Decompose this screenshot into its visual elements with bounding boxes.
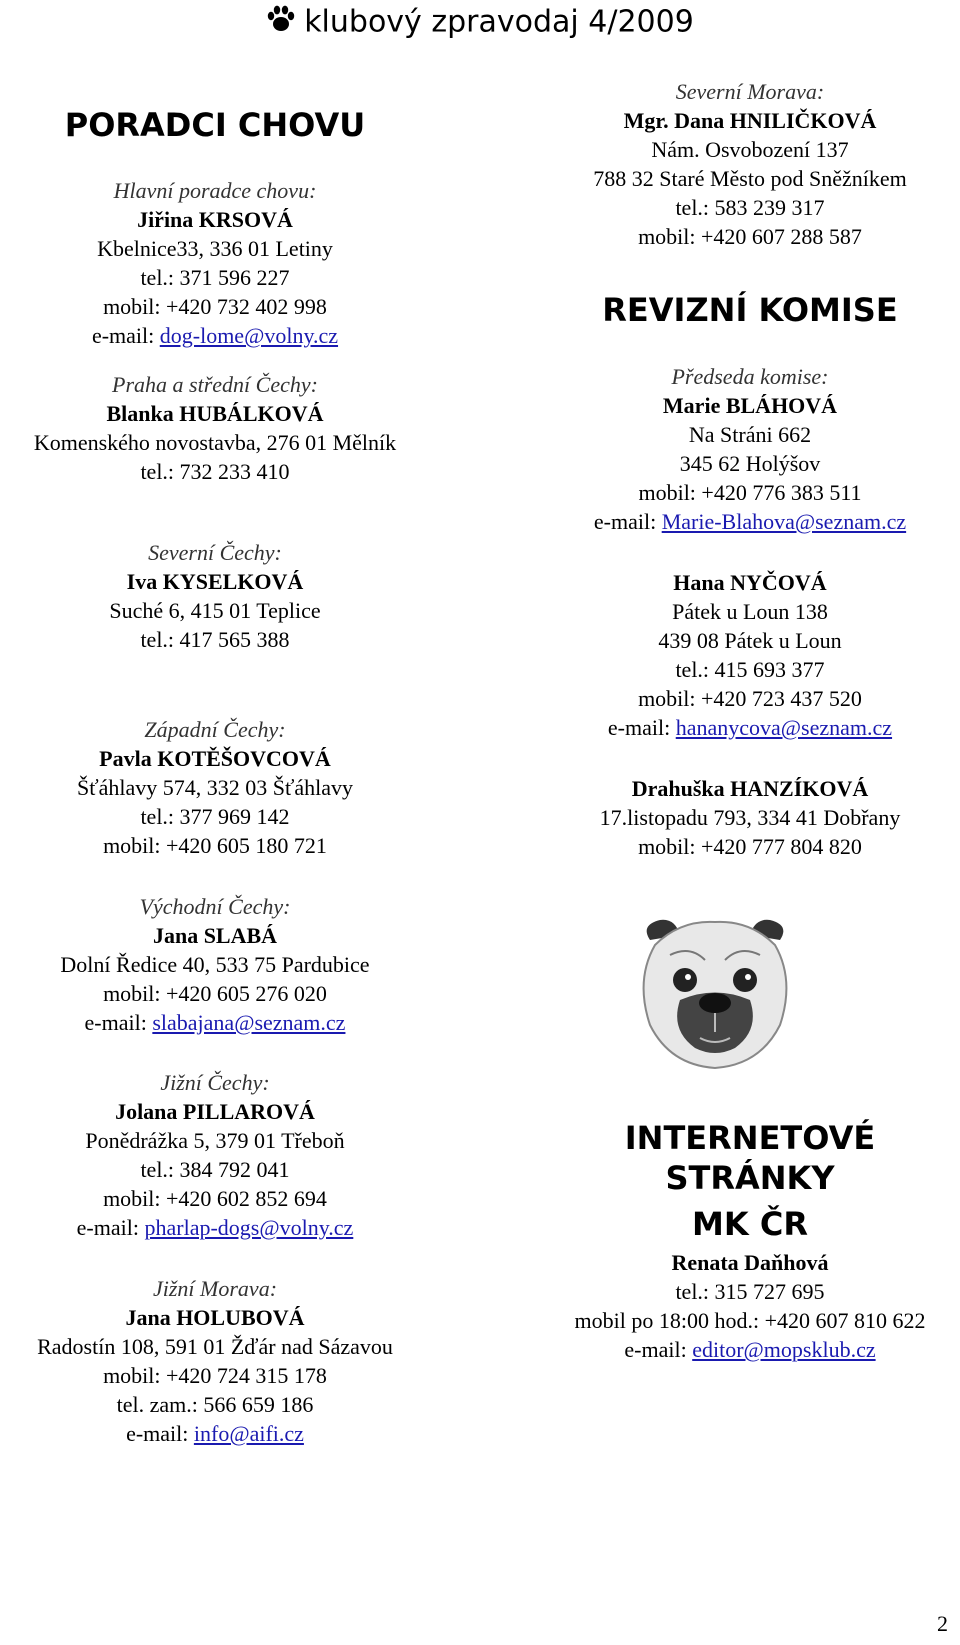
contact-name: Drahuška HANZÍKOVÁ: [631, 776, 869, 801]
website-heading: INTERNETOVÉ STRÁNKY MK ČR: [624, 1119, 876, 1243]
contact-tel: tel.: 377 969 142: [140, 804, 290, 829]
page-header: [0, 4, 960, 42]
page-number: 2: [937, 1611, 948, 1636]
email-link[interactable]: slabajana@seznam.cz: [152, 1010, 346, 1035]
contact-email-line: e-mail: dog-lome@volny.cz: [91, 323, 339, 348]
contact-address: Ponědrážka 5, 379 01 Třeboň: [85, 1128, 345, 1153]
email-link[interactable]: dog-lome@volny.cz: [159, 323, 339, 348]
contact-address: Nám. Osvobození 137: [651, 137, 849, 162]
newsletter-title: klubový zpravodaj 4/2009: [304, 4, 694, 40]
contact-name: Jiřina KRSOVÁ: [137, 207, 293, 232]
email-link[interactable]: Marie-Blahova@seznam.cz: [661, 509, 907, 534]
contact-mobil: mobil: +420 724 315 178: [103, 1363, 327, 1388]
contact-mobil: mobil: +420 607 288 587: [638, 224, 862, 249]
contact-mobil: mobil po 18:00 hod.: +420 607 810 622: [574, 1308, 926, 1333]
contact-role: Jižní Čechy:: [160, 1070, 270, 1095]
contact-main-advisor: [0, 176, 430, 350]
email-link[interactable]: editor@mopsklub.cz: [692, 1337, 876, 1362]
contact-email-line: e-mail: Marie-Blahova@seznam.cz: [593, 509, 907, 534]
email-link[interactable]: hananycova@seznam.cz: [675, 715, 893, 740]
contact-mobil: mobil: +420 602 852 694: [103, 1186, 327, 1211]
contact-name: Marie BLÁHOVÁ: [662, 393, 838, 418]
contact-tel: tel.: 315 727 695: [675, 1279, 825, 1304]
contact-email-line: e-mail: info@aifi.cz: [126, 1421, 304, 1446]
contact-role: Východní Čechy:: [139, 894, 291, 919]
contact-email-line: e-mail: slabajana@seznam.cz: [84, 1010, 346, 1035]
contact-role: Předseda komise:: [671, 364, 829, 389]
contact-role: Jižní Morava:: [152, 1276, 278, 1301]
contact-tel: tel.: 384 792 041: [140, 1157, 290, 1182]
contact-tel: tel.: 415 693 377: [675, 657, 825, 682]
contact-role: Severní Čechy:: [148, 540, 282, 565]
contact-jizni-morava: [0, 1274, 430, 1448]
contact-email-line: e-mail: hananycova@seznam.cz: [607, 715, 893, 740]
contact-severni-morava: [540, 77, 960, 251]
contact-mobil: mobil: +420 605 180 721: [103, 833, 327, 858]
contact-tel: tel.: 732 233 410: [140, 459, 290, 484]
contact-name: Iva KYSELKOVÁ: [126, 569, 304, 594]
contact-role: Praha a střední Čechy:: [112, 372, 318, 397]
contact-address: Komenského novostavba, 276 01 Mělník: [33, 430, 397, 455]
contact-mobil: mobil: +420 777 804 820: [638, 834, 862, 859]
contact-name: Mgr. Dana HNILIČKOVÁ: [623, 108, 877, 133]
contact-mobil: mobil: +420 723 437 520: [638, 686, 862, 711]
contact-email-line: e-mail: editor@mopsklub.cz: [624, 1337, 876, 1362]
contact-address: 17.listopadu 793, 334 41 Dobřany: [599, 805, 901, 830]
contact-address: Suché 6, 415 01 Teplice: [109, 598, 321, 623]
audit-committee-heading: REVIZNÍ KOMISE: [602, 291, 898, 329]
contact-mobil: mobil: +420 732 402 998: [103, 294, 327, 319]
contact-mobil: mobil: +420 605 276 020: [103, 981, 327, 1006]
contact-address: Šťáhlavy 574, 332 03 Šťáhlavy: [76, 775, 354, 800]
contact-address: 439 08 Pátek u Loun: [658, 628, 842, 653]
contact-address: Na Stráni 662: [688, 422, 812, 447]
breeding-advisors-heading: PORADCI CHOVU: [64, 106, 366, 144]
contact-name: Jana SLABÁ: [152, 923, 278, 948]
contact-address: 788 32 Staré Město pod Sněžníkem: [593, 166, 907, 191]
contact-address: Kbelnice33, 336 01 Letiny: [97, 236, 333, 261]
paw-icon: [266, 4, 296, 42]
contact-committee-chair: [540, 362, 960, 536]
contact-mobil: mobil: +420 776 383 511: [638, 480, 862, 505]
contact-severni-cechy: [0, 538, 430, 654]
contact-name: Jolana PILLAROVÁ: [115, 1099, 315, 1124]
contact-hana-nycova: [540, 568, 960, 742]
contact-address: Dolní Ředice 40, 533 75 Pardubice: [60, 952, 370, 977]
contact-role: Hlavní poradce chovu:: [113, 178, 317, 203]
contact-webmaster: [540, 1248, 960, 1364]
contact-tel: tel.: 417 565 388: [140, 627, 290, 652]
contact-role: Severní Morava:: [675, 79, 825, 104]
contact-email-line: e-mail: pharlap-dogs@volny.cz: [76, 1215, 354, 1240]
contact-vychodni-cechy: [0, 892, 430, 1037]
contact-tel: tel.: 371 596 227: [140, 265, 290, 290]
contact-zapadni-cechy: [0, 715, 430, 860]
pug-illustration: [620, 900, 810, 1080]
contact-drahuska: [540, 774, 960, 861]
contact-address: Radostín 108, 591 01 Žďár nad Sázavou: [37, 1334, 393, 1359]
contact-address: Pátek u Loun 138: [672, 599, 828, 624]
contact-name: Blanka HUBÁLKOVÁ: [106, 401, 324, 426]
contact-jizni-cechy: [0, 1068, 430, 1242]
contact-tel: tel.: 583 239 317: [675, 195, 825, 220]
contact-address: 345 62 Holýšov: [679, 451, 821, 476]
contact-tel-work: tel. zam.: 566 659 186: [116, 1392, 314, 1417]
contact-name: Hana NYČOVÁ: [673, 570, 827, 595]
contact-name: Pavla KOTĚŠOVCOVÁ: [99, 746, 331, 771]
contact-praha: [0, 370, 430, 486]
contact-name: Jana HOLUBOVÁ: [125, 1305, 305, 1330]
email-link[interactable]: pharlap-dogs@volny.cz: [144, 1215, 354, 1240]
contact-name: Renata Daňhová: [671, 1250, 829, 1275]
email-link[interactable]: info@aifi.cz: [193, 1421, 304, 1446]
contact-role: Západní Čechy:: [144, 717, 286, 742]
